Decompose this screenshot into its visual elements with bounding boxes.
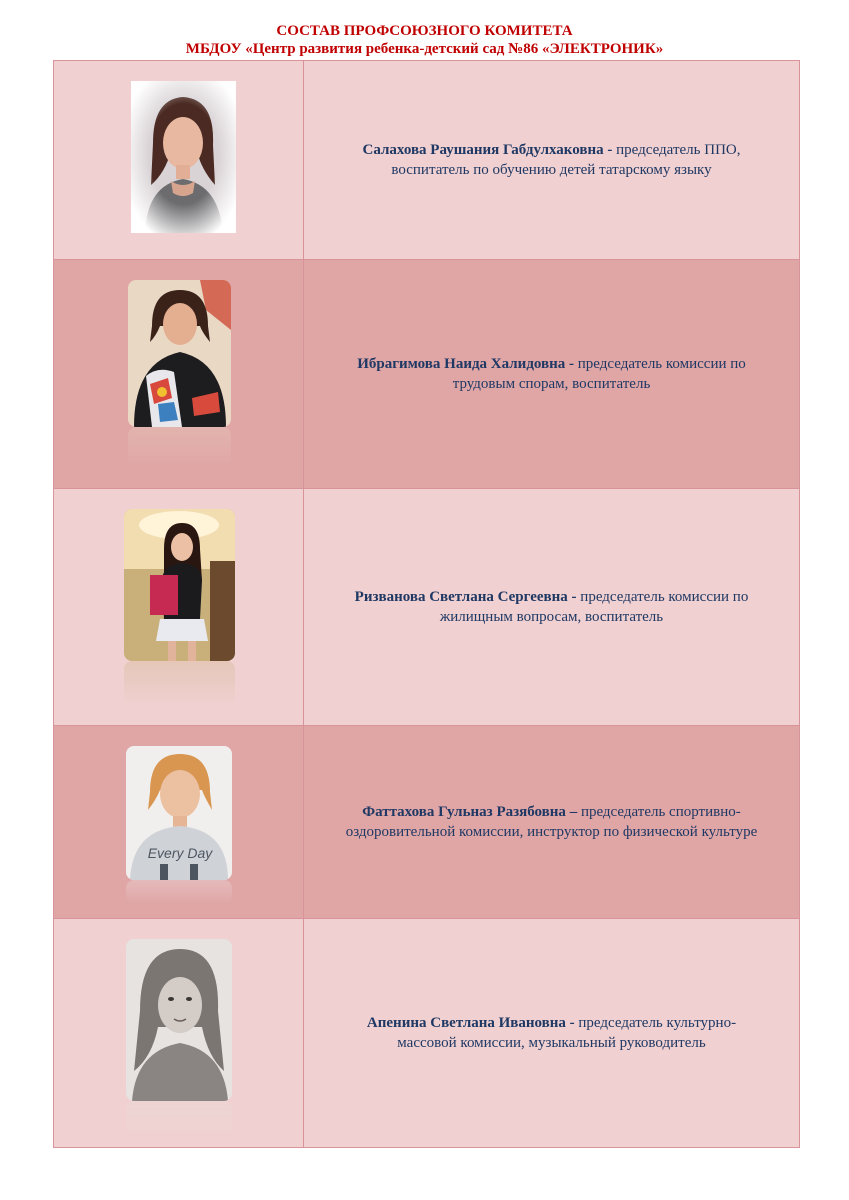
name-separator: - [567, 589, 581, 605]
member-name: Салахова Раушания Габдулхаковна [362, 142, 604, 158]
member-info-cell [304, 260, 800, 489]
member-info-cell [304, 726, 800, 919]
member-name: Апенина Светлана Ивановна [366, 1015, 566, 1031]
photo-reflection [128, 427, 231, 467]
member-photo [128, 280, 231, 427]
table-row [54, 260, 800, 489]
member-info-cell [304, 61, 800, 260]
member-role: председатель культурно- [578, 1015, 737, 1031]
photo-cell [54, 260, 304, 489]
name-separator: - [603, 142, 617, 158]
photo-reflection [124, 661, 235, 705]
member-role-cont: массовой комиссии, музыкальный руководитель [397, 1035, 706, 1051]
table-row [54, 61, 800, 260]
member-name: Ибрагимова Наида Халидовна [357, 356, 566, 372]
document-subtitle: МБДОУ «Центр развития ребенка-детский сад №86 «ЭЛЕКТРОНИК» [185, 41, 664, 57]
photo-cell [54, 726, 304, 919]
photo-reflection [126, 1101, 232, 1141]
member-description [314, 1013, 789, 1053]
member-photo [124, 509, 235, 661]
photo-cell [54, 919, 304, 1148]
member-role-cont: трудовым спорам, воспитатель [452, 376, 651, 392]
photo-reflection [126, 880, 232, 904]
shirt-print: Every Day [147, 845, 213, 861]
committee-table [53, 60, 800, 1148]
member-description [314, 354, 789, 394]
table-row [54, 919, 800, 1148]
member-photo [131, 81, 236, 233]
member-role: председатель спортивно- [580, 804, 741, 820]
member-role: председатель ППО, [616, 142, 741, 158]
member-role: председатель комиссии по [580, 589, 749, 605]
member-photo [126, 746, 232, 880]
member-description [314, 802, 789, 842]
photo-cell [54, 61, 304, 260]
table-row [54, 489, 800, 726]
name-separator: - [565, 356, 578, 372]
member-role-cont: воспитатель по обучению детей татарскому языку [391, 162, 712, 178]
table-row [54, 726, 800, 919]
member-description [314, 140, 789, 180]
member-info-cell [304, 919, 800, 1148]
member-info-cell [304, 489, 800, 726]
member-role: председатель комиссии по [577, 356, 746, 372]
member-name: Фаттахова Гульназ Разябовна [362, 804, 566, 820]
member-name: Ризванова Светлана Сергеевна [354, 589, 568, 605]
document-header [0, 22, 849, 58]
photo-cell [54, 489, 304, 726]
member-photo [126, 939, 232, 1101]
name-separator: - [565, 1015, 579, 1031]
member-role-cont: жилищным вопросам, воспитатель [439, 609, 664, 625]
member-description [314, 587, 789, 627]
name-separator: – [565, 804, 581, 820]
member-role-cont: оздоровительной комиссии, инструктор по физической культуре [345, 824, 758, 840]
document-title: СОСТАВ ПРОФСОЮЗНОГО КОМИТЕТА [276, 23, 573, 39]
